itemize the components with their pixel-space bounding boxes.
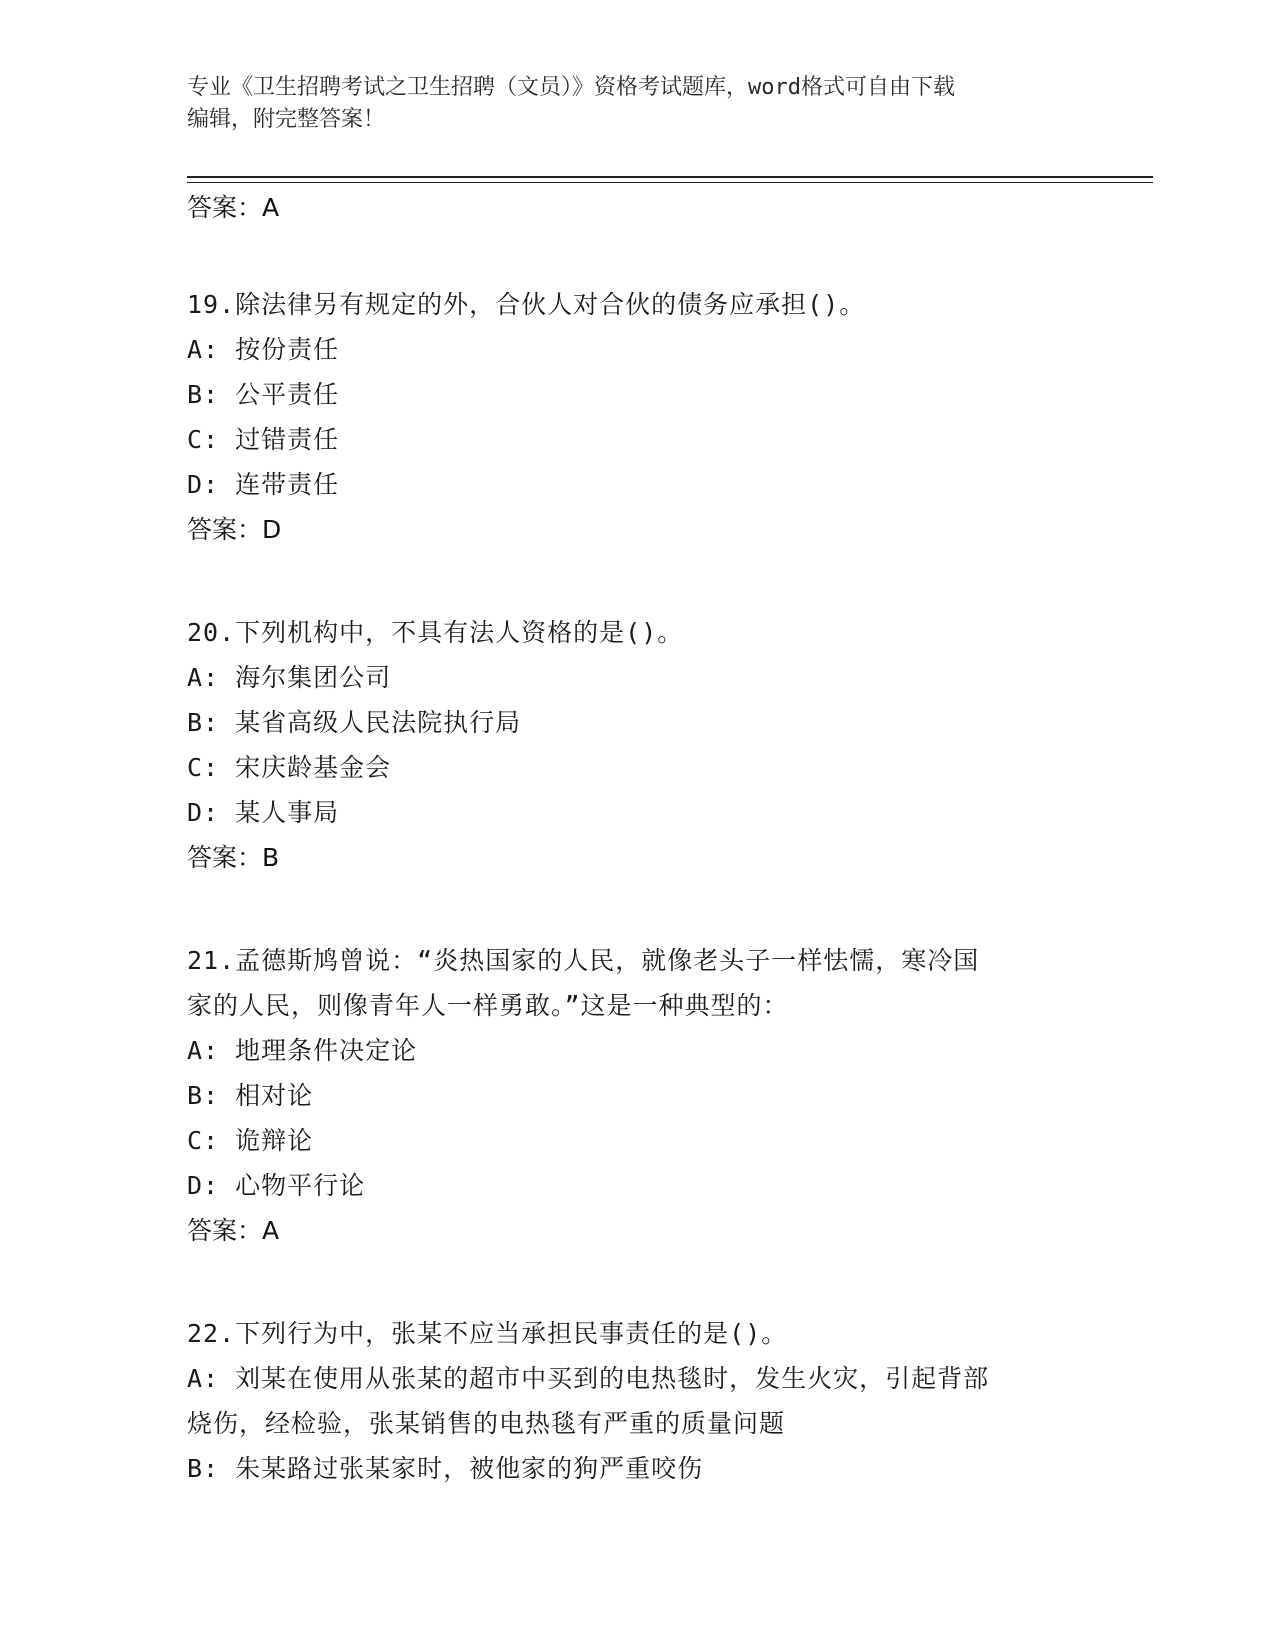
option-a: A: 地理条件决定论 — [187, 1036, 418, 1065]
option-c: C: 宋庆龄基金会 — [187, 753, 392, 782]
question-text-line-2: 家的人民，则像青年人一样勇敢。”这是一种典型的： — [187, 991, 789, 1020]
option-d: D: 连带责任 — [187, 470, 340, 499]
header-divider-thin — [187, 182, 1153, 183]
question-text-line-1: 21.孟德斯鸠曾说：“炎热国家的人民，就像老头子一样怯懦，寒冷国 — [187, 946, 980, 975]
spacer — [187, 552, 1087, 610]
spacer — [187, 1253, 1087, 1311]
header-divider-thick — [187, 176, 1153, 178]
option-a-line-2: 烧伤，经检验，张某销售的电热毯有严重的质量问题 — [187, 1409, 786, 1438]
spacer — [187, 880, 1087, 938]
option-c: C: 过错责任 — [187, 425, 340, 454]
option-b: B: 某省高级人民法院执行局 — [187, 708, 522, 737]
option-b: B: 朱某路过张某家时，被他家的狗严重咬伤 — [187, 1454, 704, 1483]
document-header — [187, 72, 1067, 136]
option-d: D: 某人事局 — [187, 798, 340, 827]
spacer — [187, 224, 1087, 282]
option-a: A: 按份责任 — [187, 335, 340, 364]
option-b: B: 公平责任 — [187, 380, 340, 409]
answer-label: 答案：A — [187, 1216, 280, 1245]
question-text: 22.下列行为中，张某不应当承担民事责任的是()。 — [187, 1319, 788, 1348]
document-body — [187, 192, 1087, 1491]
question-block-21 — [187, 938, 1087, 1253]
question-text: 20.下列机构中，不具有法人资格的是()。 — [187, 618, 684, 647]
option-b: B: 相对论 — [187, 1081, 314, 1110]
option-a-line-1: A: 刘某在使用从张某的超市中买到的电热毯时，发生火灾，引起背部 — [187, 1364, 990, 1393]
answer-label: 答案：B — [187, 843, 280, 872]
answer-label: 答案：D — [187, 515, 282, 544]
question-block-19 — [187, 282, 1087, 552]
header-line-2: 编辑，附完整答案！ — [187, 107, 386, 132]
answer-label: 答案：A — [187, 193, 280, 222]
question-block-20 — [187, 610, 1087, 880]
question-text: 19.除法律另有规定的外，合伙人对合伙的债务应承担()。 — [187, 290, 866, 319]
question-block-22 — [187, 1311, 1087, 1491]
option-d: D: 心物平行论 — [187, 1171, 366, 1200]
option-a: A: 海尔集团公司 — [187, 663, 392, 692]
option-c: C: 诡辩论 — [187, 1126, 314, 1155]
header-line-1: 专业《卫生招聘考试之卫生招聘（文员）》资格考试题库，word格式可自由下载 — [187, 75, 955, 100]
